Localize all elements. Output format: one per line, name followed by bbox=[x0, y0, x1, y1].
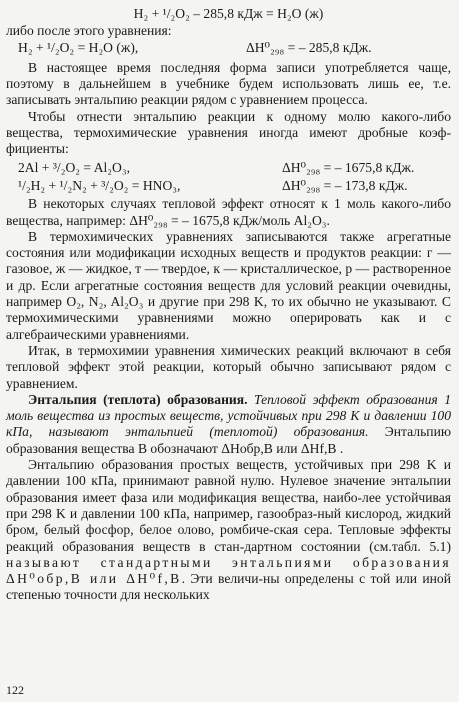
paragraph: Итак, в термохимии уравнения химических реакций включают в себя тепловой эффект этой реакции, который обычно записывают рядом с уравнением. bbox=[6, 342, 451, 391]
paragraph-definition bbox=[6, 392, 451, 457]
equation-row bbox=[18, 178, 451, 194]
equation-right: ΔH⁰₂₉₈ = – 285,8 кДж. bbox=[246, 39, 372, 55]
equation-row bbox=[18, 40, 451, 56]
text-span: Энтальпию образования простых веществ, устойчивых при 298 K и давлении 100 кПа, принимают равной нулю. Нулевое значение энтальпии образования имеет фаза или модификация вещества, наибо-лее устойчивая при 298 K и давлении 100 кПа, например, газообраз-ный кислород, жидкий бром, белый фосфор, белое олово, ромбиче-ская сера. Тепловые эффекты реакций образования веществ в стан-дартном состоянии (см.табл. 5.1) bbox=[6, 457, 451, 554]
equation-right: ΔH⁰₂₉₈ = – 1675,8 кДж. bbox=[282, 159, 415, 175]
equation-left: 2Al + ³/₂O₂ = Al₂O₃, bbox=[18, 159, 131, 175]
paragraph: В термохимических уравнениях записываются также агрегатные состояния или модификации исходных веществ и продуктов реакции: г — газовое, ж — жидкое, т — твердое, к — кристаллическое, р — растворенное и др. Если агрегатные состояния веществ для условий реакции очевидны, например O₂, N₂, Al₂O₃ и другие при 298 K, то их обычно не указывают. С термохимическими уравнениями можно оперировать как и с алгебраическими уравнениями. bbox=[6, 228, 451, 342]
definition-text: Тепловой эффект образования 1 моль вещества из простых веществ, устойчивых при 298 K и давлении 100 кПа, называют энтальпией (теплотой) образования. bbox=[6, 391, 451, 440]
text-span: . Эти величи-ны определены с той или иной степенью точности для нескольких bbox=[6, 571, 451, 603]
text-span: Энтальпию образования вещества B обозначают ΔHобр,B или ΔHf,B . bbox=[6, 424, 451, 456]
paragraph: Чтобы отнести энтальпию реакции к одному молю какого-либо вещества, термохимические уравнения иногда имеют дробные коэф-фициенты: bbox=[6, 108, 451, 157]
equation-left: H₂ + ¹/₂O₂ = H₂O (ж), bbox=[18, 39, 139, 55]
equation-row bbox=[18, 160, 451, 176]
equation-right: ΔH⁰₂₉₈ = – 173,8 кДж. bbox=[282, 177, 408, 193]
term-heading: Энтальпия (теплота) образования. bbox=[28, 391, 248, 407]
equation-left: ¹/₂H₂ + ¹/₂N₂ + ³/₂O₂ = HNO₃, bbox=[18, 177, 181, 193]
text-line: либо после этого уравнения: bbox=[6, 23, 172, 39]
equation-top: H₂ + ¹/₂O₂ – 285,8 кДж = H₂O (ж) bbox=[133, 6, 324, 21]
paragraph: В настоящее время последняя форма записи употребляется чаще, поэтому в дальнейшем в учебнике будем использовать лишь ее, т.е. записывать энтальпию реакции рядом с уравнением процесса. bbox=[6, 59, 451, 108]
paragraph: В некоторых случаях тепловой эффект относят к 1 моль какого-либо вещества, например: ΔH⁰₂₉₈ = – 1675,8 кДж/моль Al₂O₃. bbox=[6, 196, 451, 228]
page-number: 122 bbox=[6, 683, 24, 697]
paragraph bbox=[6, 457, 451, 604]
spaced-term: называют стандартными энтальпиями образования ΔH⁰обр,B или ΔH⁰f,B bbox=[6, 554, 451, 587]
